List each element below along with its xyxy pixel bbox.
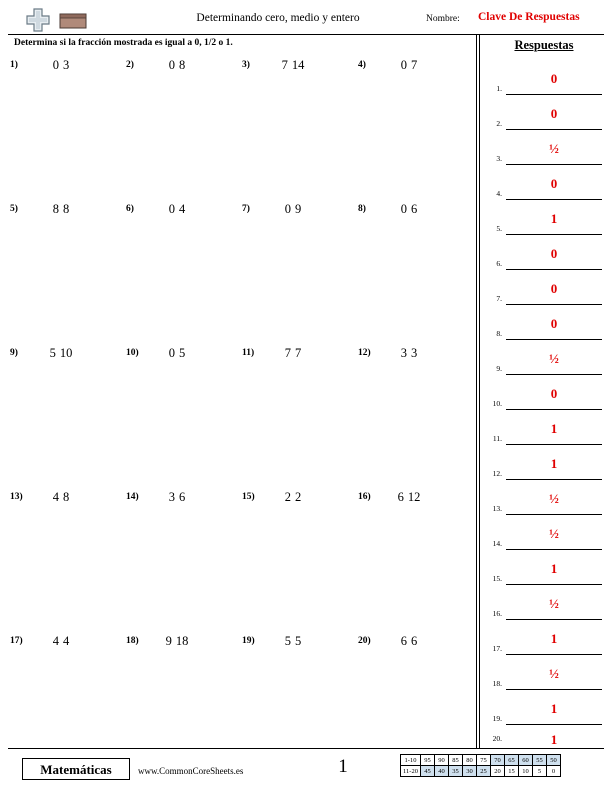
problem-13 xyxy=(10,488,122,584)
numerator: 5 xyxy=(284,634,291,648)
numerator: 0 xyxy=(168,346,175,360)
answer-value: 0 xyxy=(550,281,558,296)
instructions-text: Determina si la fracción mostrada es igual a 0, 1/2 o 1. xyxy=(14,38,233,48)
problem-20 xyxy=(358,632,470,728)
problem-3 xyxy=(242,56,354,152)
problem-1 xyxy=(10,56,122,152)
answer-line xyxy=(506,164,602,165)
fraction xyxy=(270,488,316,506)
score-row-label: 1-10 xyxy=(401,755,421,766)
problem-number: 11) xyxy=(242,348,255,358)
answer-index: 12. xyxy=(492,469,502,478)
score-row-2 xyxy=(401,766,561,777)
numerator: 8 xyxy=(52,202,59,216)
answer-value: ½ xyxy=(549,526,559,541)
problem-number: 17) xyxy=(10,636,23,646)
answer-index: 18. xyxy=(492,679,502,688)
answer-row xyxy=(486,68,604,101)
score-cell: 10 xyxy=(519,766,533,777)
denominator: 8 xyxy=(63,202,70,216)
score-cell: 45 xyxy=(421,766,435,777)
score-cell: 85 xyxy=(449,755,463,766)
answer-index: 14. xyxy=(492,539,502,548)
denominator: 2 xyxy=(295,490,302,504)
denominator: 7 xyxy=(295,346,302,360)
answer-row xyxy=(486,103,604,136)
website-url: www.CommonCoreSheets.es xyxy=(138,766,244,776)
fraction xyxy=(38,56,84,74)
answer-value: 0 xyxy=(550,316,558,331)
problem-6 xyxy=(126,200,238,296)
score-cell: 65 xyxy=(505,755,519,766)
answer-row xyxy=(486,278,604,311)
problem-5 xyxy=(10,200,122,296)
problems-grid xyxy=(10,56,472,728)
answer-index: 7. xyxy=(496,294,502,303)
numerator: 6 xyxy=(400,634,407,648)
problem-9 xyxy=(10,344,122,440)
answer-line xyxy=(506,339,602,340)
answer-row xyxy=(486,558,604,591)
answer-line xyxy=(506,549,602,550)
denominator: 5 xyxy=(179,346,186,360)
problem-18 xyxy=(126,632,238,728)
denominator: 14 xyxy=(291,58,305,72)
answer-index: 17. xyxy=(492,644,502,653)
answer-line xyxy=(506,199,602,200)
denominator: 6 xyxy=(411,634,418,648)
numerator: 3 xyxy=(400,346,407,360)
denominator: 9 xyxy=(295,202,302,216)
numerator: 3 xyxy=(168,490,175,504)
fraction xyxy=(386,344,432,362)
answer-row xyxy=(486,628,604,661)
answer-row xyxy=(486,593,604,626)
answer-value: ½ xyxy=(549,491,559,506)
score-cell: 75 xyxy=(477,755,491,766)
answer-index: 13. xyxy=(492,504,502,513)
fraction xyxy=(270,200,316,218)
score-row-label: 11-20 xyxy=(401,766,421,777)
answer-index: 2. xyxy=(496,119,502,128)
answer-index: 15. xyxy=(492,574,502,583)
problem-number: 12) xyxy=(358,348,371,358)
denominator: 8 xyxy=(63,490,70,504)
answer-line xyxy=(506,129,602,130)
answer-index: 19. xyxy=(492,714,502,723)
answer-index: 20. xyxy=(492,734,502,743)
problem-16 xyxy=(358,488,470,584)
answer-row xyxy=(486,313,604,346)
numerator: 7 xyxy=(281,58,288,72)
page-header xyxy=(8,6,604,36)
denominator: 6 xyxy=(411,202,418,216)
problem-11 xyxy=(242,344,354,440)
answer-value: 1 xyxy=(550,631,558,646)
score-cell: 20 xyxy=(491,766,505,777)
fraction xyxy=(38,632,84,650)
problem-10 xyxy=(126,344,238,440)
page-number: 1 xyxy=(338,756,348,777)
answer-row xyxy=(486,488,604,521)
answer-line xyxy=(506,619,602,620)
problem-15 xyxy=(242,488,354,584)
column-divider-right xyxy=(479,34,480,748)
score-cell: 70 xyxy=(491,755,505,766)
answer-value: 1 xyxy=(550,421,558,436)
numerator: 4 xyxy=(52,634,59,648)
answer-index: 8. xyxy=(496,329,502,338)
answer-value: 1 xyxy=(550,456,558,471)
numerator: 5 xyxy=(49,346,56,360)
problem-14 xyxy=(126,488,238,584)
answer-value: 1 xyxy=(550,561,558,576)
answer-row xyxy=(486,663,604,696)
answer-line xyxy=(506,374,602,375)
answer-value: 0 xyxy=(550,106,558,121)
problem-number: 10) xyxy=(126,348,139,358)
score-cell: 50 xyxy=(547,755,561,766)
problem-number: 16) xyxy=(358,492,371,502)
answer-value: 0 xyxy=(550,176,558,191)
numerator: 0 xyxy=(284,202,291,216)
problem-number: 6) xyxy=(126,204,134,214)
numerator: 4 xyxy=(52,490,59,504)
name-label: Nombre: xyxy=(426,14,460,24)
answer-line xyxy=(506,94,602,95)
answer-row xyxy=(486,718,604,751)
answer-line xyxy=(506,514,602,515)
answer-index: 11. xyxy=(492,434,502,443)
fraction xyxy=(154,200,200,218)
fraction xyxy=(386,632,432,650)
answer-row xyxy=(486,173,604,206)
answer-value: ½ xyxy=(549,351,559,366)
answer-index: 16. xyxy=(492,609,502,618)
fraction xyxy=(154,344,200,362)
problem-number: 20) xyxy=(358,636,371,646)
answer-value: 1 xyxy=(550,211,558,226)
problem-12 xyxy=(358,344,470,440)
answer-index: 10. xyxy=(492,399,502,408)
answer-index: 6. xyxy=(496,259,502,268)
score-cell: 40 xyxy=(435,766,449,777)
score-cell: 25 xyxy=(477,766,491,777)
numerator: 0 xyxy=(168,58,175,72)
problem-4 xyxy=(358,56,470,152)
page-title: Determinando cero, medio y entero xyxy=(196,12,360,24)
denominator: 7 xyxy=(411,58,418,72)
denominator: 3 xyxy=(411,346,418,360)
math-cross-logo-icon xyxy=(24,8,90,34)
answer-key-column xyxy=(484,34,608,748)
answer-row xyxy=(486,138,604,171)
score-cell: 60 xyxy=(519,755,533,766)
denominator: 5 xyxy=(295,634,302,648)
score-table xyxy=(400,754,561,777)
problem-number: 9) xyxy=(10,348,18,358)
problem-number: 19) xyxy=(242,636,255,646)
denominator: 10 xyxy=(59,346,73,360)
score-cell: 90 xyxy=(435,755,449,766)
score-cell: 80 xyxy=(463,755,477,766)
answer-value: 0 xyxy=(550,246,558,261)
score-row-1 xyxy=(401,755,561,766)
answer-value: ½ xyxy=(549,141,559,156)
denominator: 8 xyxy=(179,58,186,72)
answer-row xyxy=(486,243,604,276)
problem-17 xyxy=(10,632,122,728)
fraction xyxy=(386,56,432,74)
denominator: 18 xyxy=(175,634,189,648)
name-value: Clave De Respuestas xyxy=(478,11,580,23)
answer-line xyxy=(506,654,602,655)
answer-row xyxy=(486,348,604,381)
answer-index: 1. xyxy=(496,84,502,93)
problem-2 xyxy=(126,56,238,152)
fraction xyxy=(270,344,316,362)
score-cell: 0 xyxy=(547,766,561,777)
fraction xyxy=(386,200,432,218)
problem-number: 4) xyxy=(358,60,366,70)
score-cell: 55 xyxy=(533,755,547,766)
answer-row xyxy=(486,208,604,241)
fraction xyxy=(38,200,84,218)
numerator: 0 xyxy=(52,58,59,72)
answer-line xyxy=(506,409,602,410)
denominator: 6 xyxy=(179,490,186,504)
problem-number: 14) xyxy=(126,492,139,502)
problem-7 xyxy=(242,200,354,296)
fraction xyxy=(386,488,432,506)
problem-number: 13) xyxy=(10,492,23,502)
problem-number: 2) xyxy=(126,60,134,70)
fraction xyxy=(154,488,200,506)
footer-divider xyxy=(8,748,604,749)
score-cell: 15 xyxy=(505,766,519,777)
answer-line xyxy=(506,269,602,270)
answer-row xyxy=(486,523,604,556)
answer-line xyxy=(506,304,602,305)
score-cell: 35 xyxy=(449,766,463,777)
answer-line xyxy=(506,234,602,235)
numerator: 2 xyxy=(284,490,291,504)
answer-value: ½ xyxy=(549,666,559,681)
problem-number: 5) xyxy=(10,204,18,214)
answer-row xyxy=(486,383,604,416)
answer-index: 5. xyxy=(496,224,502,233)
brand-badge: Matemáticas xyxy=(22,758,130,780)
denominator: 4 xyxy=(179,202,186,216)
answer-index: 3. xyxy=(496,154,502,163)
answer-index: 4. xyxy=(496,189,502,198)
problem-number: 3) xyxy=(242,60,250,70)
answer-index: 9. xyxy=(496,364,502,373)
answer-value: ½ xyxy=(549,596,559,611)
problem-number: 7) xyxy=(242,204,250,214)
answer-value: 1 xyxy=(550,732,558,747)
answer-row xyxy=(486,453,604,486)
numerator: 0 xyxy=(400,58,407,72)
denominator: 12 xyxy=(407,490,421,504)
fraction xyxy=(270,56,316,74)
answer-value: 0 xyxy=(550,386,558,401)
answer-line xyxy=(506,584,602,585)
numerator: 0 xyxy=(400,202,407,216)
problem-number: 15) xyxy=(242,492,255,502)
numerator: 9 xyxy=(165,634,172,648)
answer-value: 0 xyxy=(550,71,558,86)
score-cell: 5 xyxy=(533,766,547,777)
column-divider-left xyxy=(476,34,477,748)
answer-key-title: Respuestas xyxy=(514,38,574,52)
score-cell: 95 xyxy=(421,755,435,766)
fraction xyxy=(154,56,200,74)
score-cell: 30 xyxy=(463,766,477,777)
fraction xyxy=(270,632,316,650)
answer-value: 1 xyxy=(550,701,558,716)
fraction xyxy=(38,488,84,506)
numerator: 6 xyxy=(397,490,404,504)
problem-19 xyxy=(242,632,354,728)
problem-number: 1) xyxy=(10,60,18,70)
denominator: 4 xyxy=(63,634,70,648)
numerator: 0 xyxy=(168,202,175,216)
problem-8 xyxy=(358,200,470,296)
numerator: 7 xyxy=(284,346,291,360)
answer-row xyxy=(486,418,604,451)
problem-number: 18) xyxy=(126,636,139,646)
answer-line xyxy=(506,689,602,690)
denominator: 3 xyxy=(63,58,70,72)
problem-number: 8) xyxy=(358,204,366,214)
page-footer xyxy=(8,752,604,788)
answer-line xyxy=(506,479,602,480)
answer-line xyxy=(506,444,602,445)
fraction xyxy=(154,632,200,650)
fraction xyxy=(38,344,84,362)
